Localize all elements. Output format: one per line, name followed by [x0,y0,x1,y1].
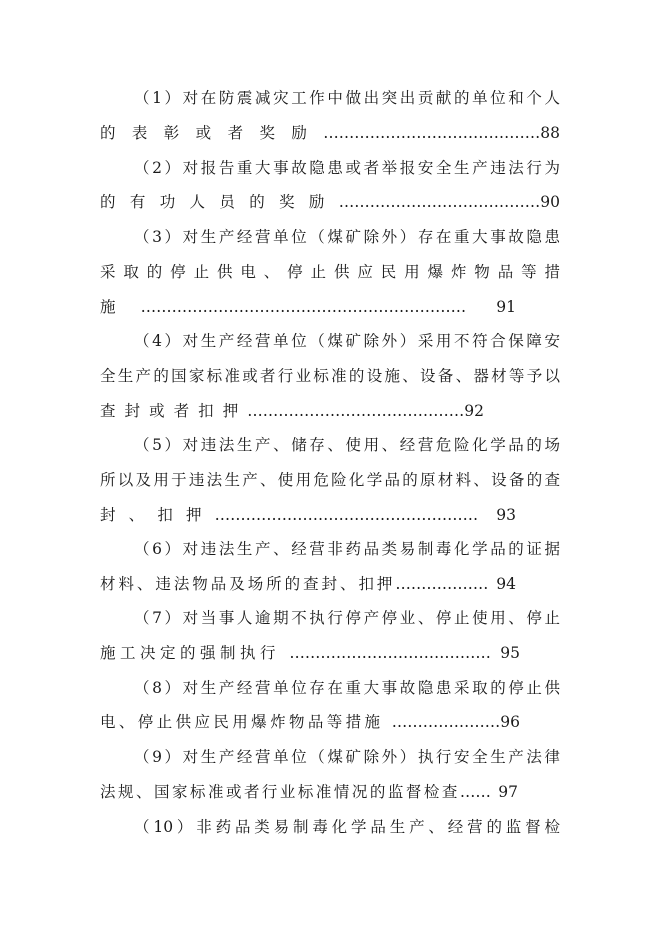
toc-entry-6-line-1: （6）对违法生产、经营非药品类易制毒化学品的证据 [134,540,560,558]
toc-entry-5-line-3: 封、扣押…………………………………………… 93 [100,506,516,524]
toc-entry-6-line-2: 材料、违法物品及场所的查封、扣押……………… 94 [100,575,516,593]
toc-entry-2-line-1: （2）对报告重大事故隐患或者举报安全生产违法行为 [134,159,560,177]
toc-entry-3-line-1: （3）对生产经营单位（煤矿除外）存在重大事故隐患 [134,228,560,246]
toc-entry-1-line-1: （1）对在防震减灾工作中做出突出贡献的单位和个人 [134,89,560,107]
toc-entry-4-line-1: （4）对生产经营单位（煤矿除外）采用不符合保障安 [134,332,560,350]
toc-entry-5-line-1: （5）对违法生产、储存、使用、经营危险化学品的场 [134,436,560,454]
toc-entry-9-line-2: 法规、国家标准或者行业标准情况的监督检查…… 97 [100,783,518,801]
toc-entry-1-line-2: 的表彰或者奖励……………………………………88 [100,124,560,142]
toc-entry-3-line-2: 采取的停止供电、停止供应民用爆炸物品等措 [100,263,560,281]
toc-entry-10-line-1: （10）非药品类易制毒化学品生产、经营的监督检 [134,818,560,836]
toc-entry-9-line-1: （9）对生产经营单位（煤矿除外）执行安全生产法律 [134,748,560,766]
toc-entry-7-line-2: 施工决定的强制执行 ………………………………… 95 [100,644,520,662]
toc-entry-5-line-2: 所以及用于违法生产、使用危险化学品的原材料、设备的查 [100,471,560,489]
toc-entry-8-line-1: （8）对生产经营单位存在重大事故隐患采取的停止供 [134,679,560,697]
toc-entry-4-line-3: 查封或者扣押……………………………………92 [100,402,484,420]
toc-entry-4-line-2: 全生产的国家标准或者行业标准的设施、设备、器材等予以 [100,367,560,385]
toc-entry-8-line-2: 电、停止供应民用爆炸物品等措施 …………………96 [100,713,520,731]
toc-entry-3-line-3: 施……………………………………………………… 91 [100,298,516,316]
toc-entry-7-line-1: （7）对当事人逾期不执行停产停业、停止使用、停止 [134,609,560,627]
toc-entry-2-line-2: 的有功人员的奖励…………………………………90 [100,193,560,211]
